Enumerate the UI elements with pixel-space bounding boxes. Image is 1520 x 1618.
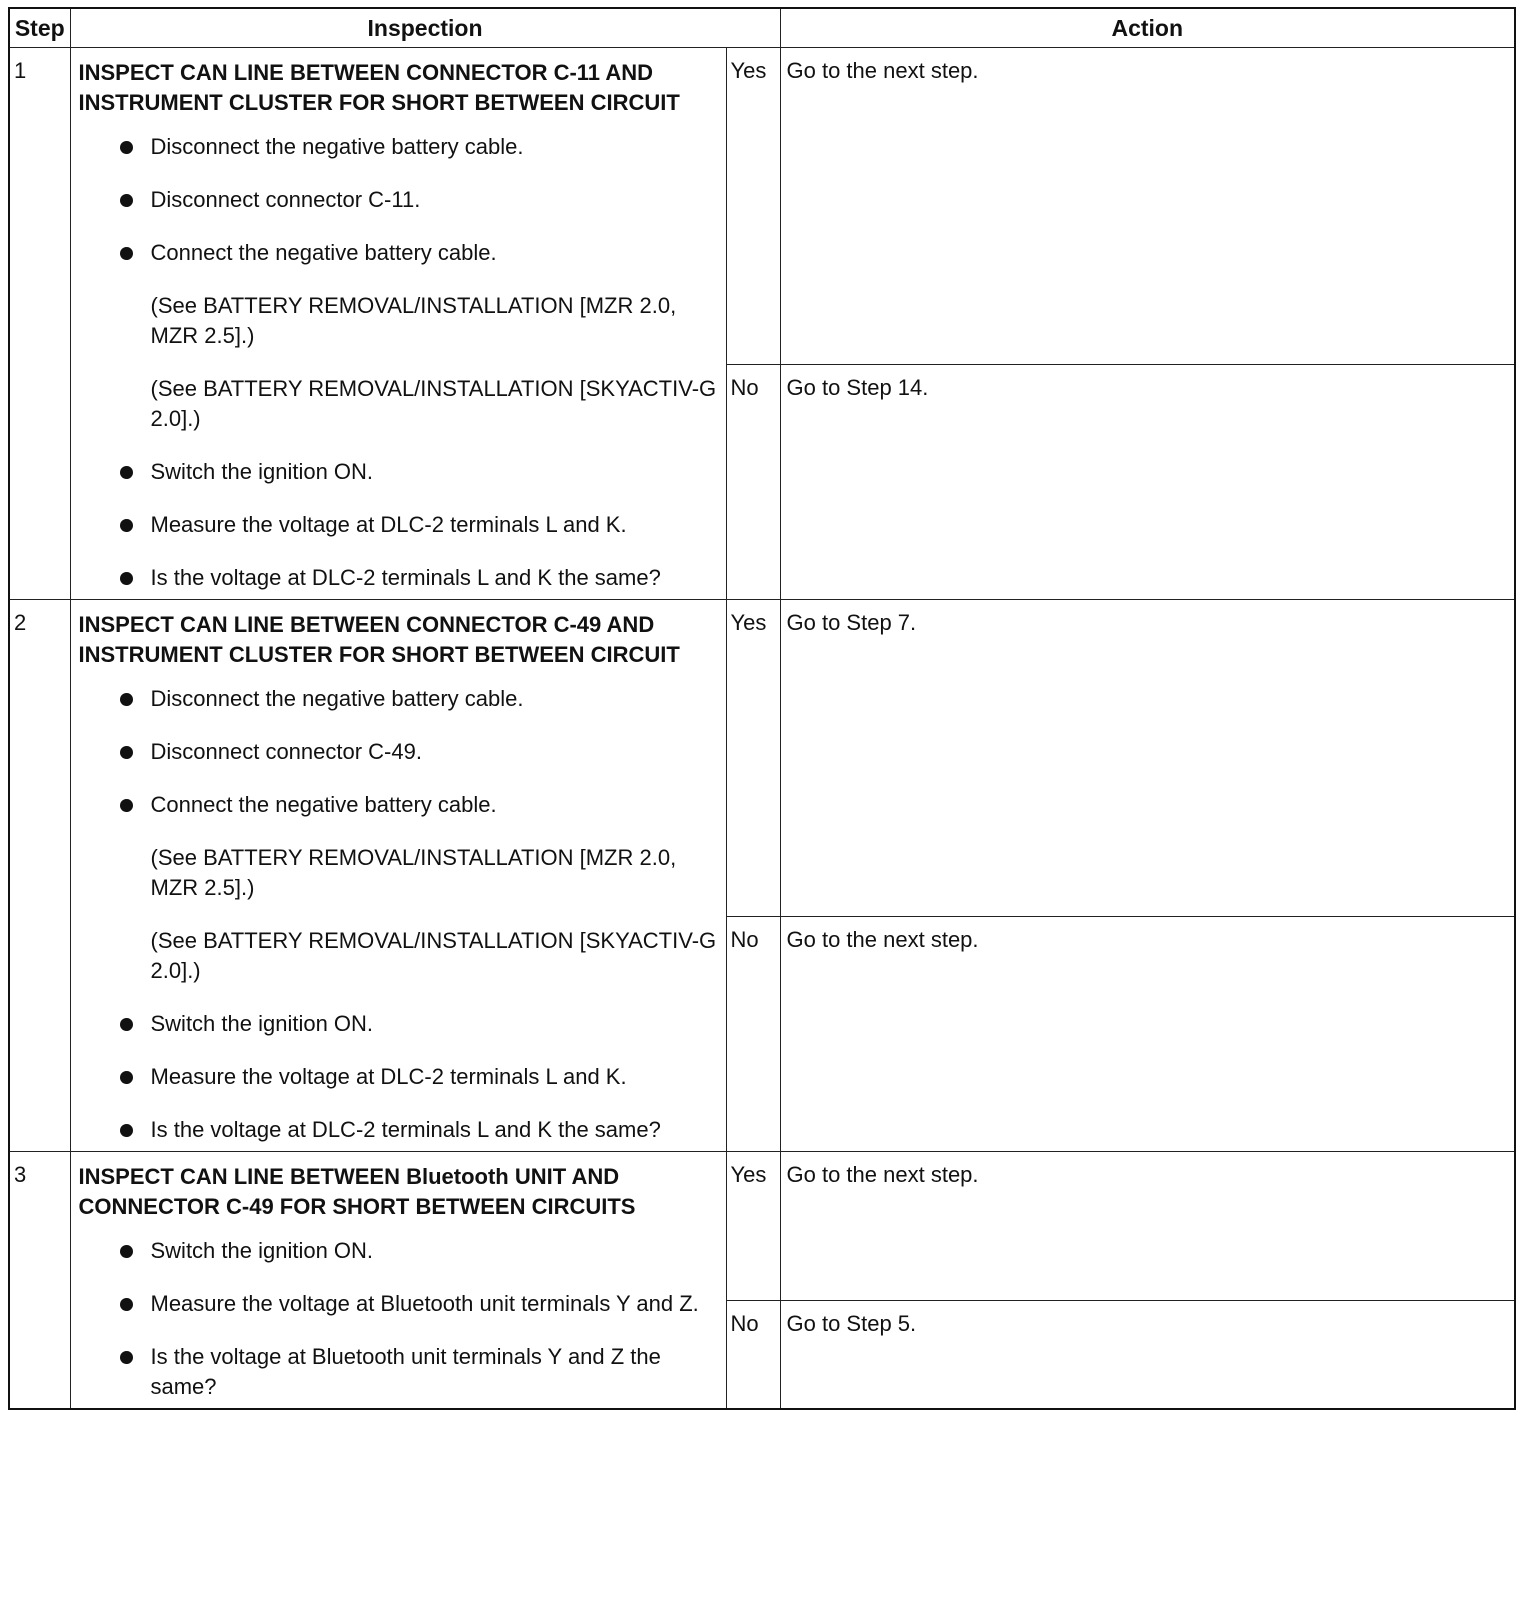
item-text: Connect the negative battery cable. [150,240,497,265]
inspection-item [79,563,718,593]
header-step: Step [9,8,70,48]
reference-note: (See BATTERY REMOVAL/INSTALLATION [MZR 2.0, MZR 2.5].) [150,845,677,900]
bullet-icon [120,247,133,260]
inspection-item [79,1115,718,1145]
step-number: 1 [9,48,70,600]
yes-action: Go to the next step. [780,48,1515,365]
yes-action: Go to Step 7. [780,600,1515,917]
item-text: Disconnect connector C-49. [150,739,422,764]
inspection-item [79,132,718,162]
item-text: Is the voltage at Bluetooth unit terminals Y and Z the same? [150,1344,661,1399]
bullet-icon [120,1298,133,1311]
bullet-icon [120,572,133,585]
bullet-icon [120,693,133,706]
item-text: Connect the negative battery cable. [150,792,497,817]
step-row [9,48,1515,365]
step-row [9,1152,1515,1301]
bullet-icon [120,1124,133,1137]
yes-label: Yes [726,600,780,917]
bullet-icon [120,746,133,759]
bullet-icon [120,799,133,812]
bullet-icon [120,1351,133,1364]
item-text: Measure the voltage at DLC-2 terminals L and K. [150,512,627,537]
no-action: Go to Step 5. [780,1301,1515,1410]
item-text: Is the voltage at DLC-2 terminals L and K the same? [150,1117,661,1142]
item-text: Switch the ignition ON. [150,1011,374,1036]
yes-action: Go to the next step. [780,1152,1515,1301]
inspection-item [79,1236,718,1266]
header-action: Action [780,8,1515,48]
no-label: No [726,1301,780,1410]
bullet-icon [120,466,133,479]
item-text: Measure the voltage at Bluetooth unit terminals Y and Z. [150,1291,699,1316]
item-text: Switch the ignition ON. [150,459,374,484]
item-text: Disconnect the negative battery cable. [150,686,524,711]
inspection-item [79,238,718,268]
yes-label: Yes [726,1152,780,1301]
inspection-title: INSPECT CAN LINE BETWEEN Bluetooth UNIT AND CONNECTOR C-49 FOR SHORT BETWEEN CIRCUITS [78,1164,636,1219]
inspection-item [79,737,718,767]
no-action: Go to Step 14. [780,365,1515,600]
yes-label: Yes [726,48,780,365]
step-number: 3 [9,1152,70,1410]
item-text: Measure the voltage at DLC-2 terminals L and K. [150,1064,627,1089]
no-label: No [726,365,780,600]
inspection-cell [70,600,726,1152]
inspection-item [79,1009,718,1039]
inspection-item [79,457,718,487]
reference-note: (See BATTERY REMOVAL/INSTALLATION [SKYACTIV-G 2.0].) [150,928,717,983]
step-number: 2 [9,600,70,1152]
item-text: Disconnect connector C-11. [150,187,421,212]
header-inspection: Inspection [70,8,780,48]
step-row [9,600,1515,917]
inspection-item [79,684,718,714]
bullet-icon [120,519,133,532]
item-text: Switch the ignition ON. [150,1238,374,1263]
item-text: Is the voltage at DLC-2 terminals L and K the same? [150,565,661,590]
header-row [9,8,1515,48]
inspection-cell [70,48,726,600]
procedure-table [8,7,1516,1410]
inspection-item [79,185,718,215]
inspection-title: INSPECT CAN LINE BETWEEN CONNECTOR C-49 AND INSTRUMENT CLUSTER FOR SHORT BETWEEN CIRCUIT [78,612,680,667]
inspection-item [79,790,718,820]
bullet-icon [120,1071,133,1084]
inspection-item [79,1342,718,1402]
inspection-item [79,1289,718,1319]
bullet-icon [120,1245,133,1258]
inspection-cell [70,1152,726,1410]
bullet-icon [120,1018,133,1031]
no-action: Go to the next step. [780,917,1515,1152]
reference-note: (See BATTERY REMOVAL/INSTALLATION [SKYACTIV-G 2.0].) [150,376,717,431]
no-label: No [726,917,780,1152]
bullet-icon [120,141,133,154]
item-text: Disconnect the negative battery cable. [150,134,524,159]
bullet-icon [120,194,133,207]
inspection-title: INSPECT CAN LINE BETWEEN CONNECTOR C-11 AND INSTRUMENT CLUSTER FOR SHORT BETWEEN CIRCUIT [78,60,680,115]
inspection-item [79,510,718,540]
reference-note: (See BATTERY REMOVAL/INSTALLATION [MZR 2.0, MZR 2.5].) [150,293,677,348]
inspection-item [79,1062,718,1092]
